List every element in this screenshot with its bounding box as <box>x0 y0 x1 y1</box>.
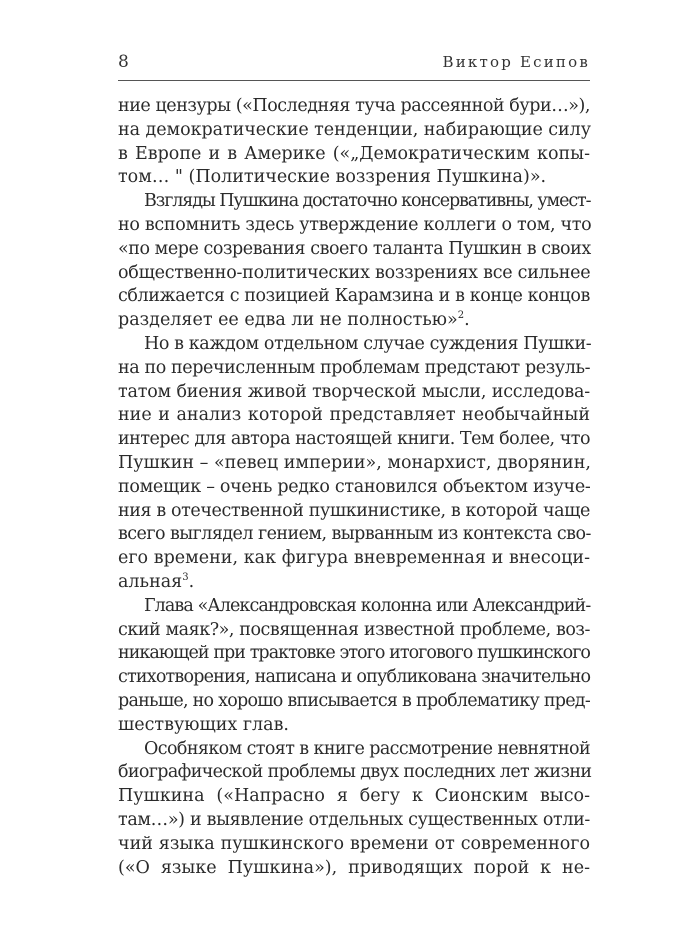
text-line: биографической проблемы двух последних лет жизни <box>118 762 592 783</box>
text-line: шествующих глав. <box>118 714 289 735</box>
text-line: раньше, но хорошо вписывается в проблематику пред- <box>118 690 590 711</box>
page-header <box>118 52 590 80</box>
text-line: («О языке Пушкина»), приводящих порой к не- <box>118 857 590 878</box>
running-head-author: Виктор Есипов <box>442 53 590 71</box>
text-line <box>118 309 590 333</box>
text-line: ние и анализ которой представляет необычайный <box>118 405 590 426</box>
text-line: ский маяк?», посвященная известной проблеме, воз- <box>118 619 590 640</box>
text-line: том… " (Политические воззрения Пушкина)». <box>118 167 547 188</box>
paragraph <box>118 595 590 738</box>
text-line: ния в отечественной пушкинистике, в которой чаще <box>118 500 590 521</box>
text-line: Пушкина («Напрасно я бегу к Сионским высо- <box>118 786 590 807</box>
body-text <box>118 95 590 880</box>
footnote-marker: 3 <box>182 571 189 583</box>
text-line: чий языка пушкинского времени от современного <box>118 833 590 854</box>
text-line: там…») и выявление отдельных существенных отли- <box>118 809 590 830</box>
text-line: сближается с позицией Карамзина и в конце концов <box>118 286 590 307</box>
line-text: разделяет ее едва ли не полностью» <box>118 310 458 331</box>
header-rule <box>118 80 590 81</box>
text-line: Глава «Александровская колонна или Александрий- <box>144 595 591 616</box>
text-line: ние цензуры («Последняя туча рассеянной бури…»), <box>118 96 590 116</box>
text-line: его времени, как фигура вневременная и внесоци- <box>118 548 590 569</box>
paragraph <box>118 190 590 333</box>
footnote-marker: 2 <box>457 310 465 322</box>
text-line: помещик – очень редко становился объектом изуче- <box>118 476 591 497</box>
text-line: Взгляды Пушкина достаточно консервативны, умест- <box>144 191 591 212</box>
text-line: татом биения живой творческой мысли, исследова- <box>118 381 590 402</box>
text-line <box>118 571 590 595</box>
text-line: интерес для автора настоящей книги. Тем более, что <box>118 429 590 450</box>
paragraph <box>118 738 590 881</box>
paragraph <box>118 333 590 595</box>
text-line: в Европе и в Америке («„Демократическим копы- <box>118 143 590 164</box>
paragraph <box>118 95 590 190</box>
line-text: альная <box>118 571 183 592</box>
page-number: 8 <box>118 52 130 72</box>
text-line: стихотворения, написана и опубликована значительно <box>118 667 591 688</box>
text-line: всего выглядел гением, вырванным из контекста сво- <box>118 524 591 545</box>
text-line: общественно-политических воззрениях все сильнее <box>118 262 591 283</box>
text-line: Пушкин – «певец империи», монархист, дворянин, <box>118 452 591 473</box>
text-line: на по перечисленным проблемам предстают резуль- <box>118 357 591 378</box>
text-line: Особняком стоят в книге рассмотрение невнятной <box>144 738 591 759</box>
line-punctuation: . <box>188 571 195 592</box>
text-line: «по мере созревания своего таланта Пушкин в своих <box>118 238 591 259</box>
text-line: Но в каждом отдельном случае суждения Пушки- <box>144 333 592 354</box>
text-line: но вспомнить здесь утверждение коллеги о том, что <box>118 214 592 235</box>
line-punctuation: . <box>464 310 470 331</box>
text-line: никающей при трактовке этого итогового пушкинского <box>118 643 590 664</box>
text-line: на демократические тенденции, набирающие силу <box>118 119 591 140</box>
